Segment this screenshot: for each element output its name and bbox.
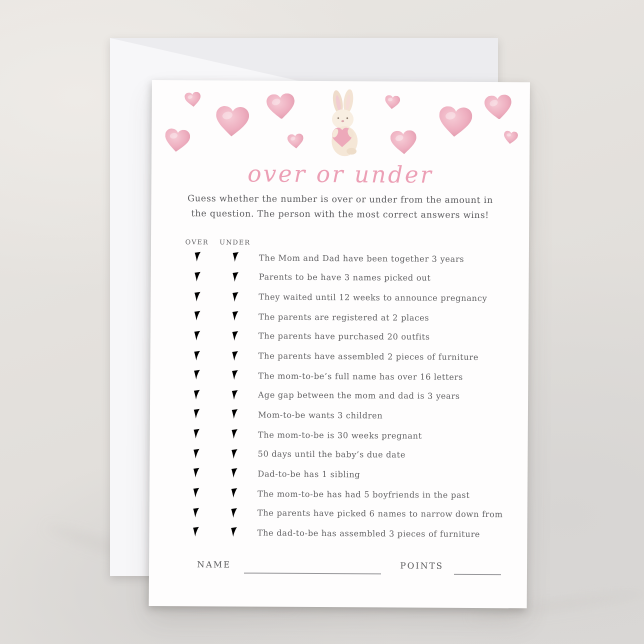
question-text: The parents have picked 6 names to narrow down from [257,507,503,520]
over-check-icon [178,388,214,401]
instructions-line-2: the question. The person with the most correct answers wins! [191,209,490,221]
game-row [149,483,527,505]
over-check-icon [178,447,214,460]
card-title: over or under [247,161,434,189]
game-row [150,424,528,446]
bunny-icon [321,89,367,159]
game-row [150,365,528,387]
card-footer [149,554,527,572]
question-text: The parents have assembled 2 pieces of furniture [258,350,479,363]
game-card [149,80,530,608]
over-check-icon [177,506,213,519]
under-check-icon [214,447,254,460]
heart-icon [266,93,296,120]
question-text: The dad-to-be has assembled 3 pieces of furniture [257,527,481,539]
under-check-icon [214,408,254,421]
question-list [149,247,529,544]
under-check-icon [214,467,254,480]
game-row [150,306,528,328]
game-row [150,384,528,406]
question-text: 50 days until the baby’s due date [257,448,406,460]
question-text: The mom-to-be has had 5 boyfriends in the past [257,488,470,500]
under-check-icon [215,290,255,303]
question-text: The mom-to-be’s full name has over 16 letters [258,370,464,382]
points-label: POINTS [400,561,444,572]
column-header-under: UNDER [219,238,251,247]
over-check-icon [179,290,215,303]
over-check-icon [178,329,214,342]
under-check-icon [213,486,253,499]
heart-icon [390,130,417,155]
name-line [244,572,381,575]
under-check-icon [215,251,255,264]
points-line [454,573,501,575]
question-text: Dad-to-be has 1 sibling [257,468,361,480]
instructions-line-1: Guess whether the number is over or under from the amount in [187,194,494,207]
over-check-icon [179,309,215,322]
under-check-icon [214,329,254,342]
game-row [150,463,528,485]
under-check-icon [213,526,253,539]
name-label: NAME [197,560,232,571]
under-check-icon [215,270,255,283]
instructions [151,192,529,224]
decoration-band [151,80,530,172]
question-text: The mom-to-be is 30 weeks pregnant [257,429,423,441]
game-row [150,326,528,348]
game-row [150,404,528,426]
heart-icon [484,94,513,121]
question-text: They waited until 12 weeks to announce pregnancy [258,291,488,304]
game-row [151,267,529,289]
question-text: Parents to be have 3 names picked out [258,272,431,284]
under-check-icon [214,349,254,362]
question-text: Age gap between the mom and dad is 3 years [258,389,460,402]
over-check-icon [178,467,214,480]
under-check-icon [214,427,254,440]
column-header-over: OVER [185,238,209,247]
heart-icon [287,133,304,149]
heart-icon [215,106,250,138]
heart-icon [384,95,400,110]
heart-icon [163,128,190,153]
game-row [150,443,528,465]
over-check-icon [178,408,214,421]
over-check-icon [178,349,214,362]
heart-icon [503,130,519,144]
game-row [149,522,527,544]
over-check-icon [179,250,215,263]
under-check-icon [214,388,254,401]
question-text: The Mom and Dad have been together 3 years [258,252,465,264]
question-text: The parents are registered at 2 places [258,311,430,323]
game-row [151,247,529,269]
heart-icon [184,91,201,107]
game-row [151,286,529,308]
under-check-icon [213,506,253,519]
heart-icon [438,106,473,138]
over-check-icon [177,525,213,538]
over-check-icon [179,270,215,283]
game-row [149,502,527,524]
under-check-icon [215,310,255,323]
over-check-icon [178,427,214,440]
over-check-icon [177,486,213,499]
under-check-icon [214,369,254,382]
game-row [150,345,528,367]
question-text: Mom-to-be wants 3 children [257,409,383,421]
over-check-icon [178,368,214,381]
question-text: The parents have purchased 20 outfits [258,331,430,343]
